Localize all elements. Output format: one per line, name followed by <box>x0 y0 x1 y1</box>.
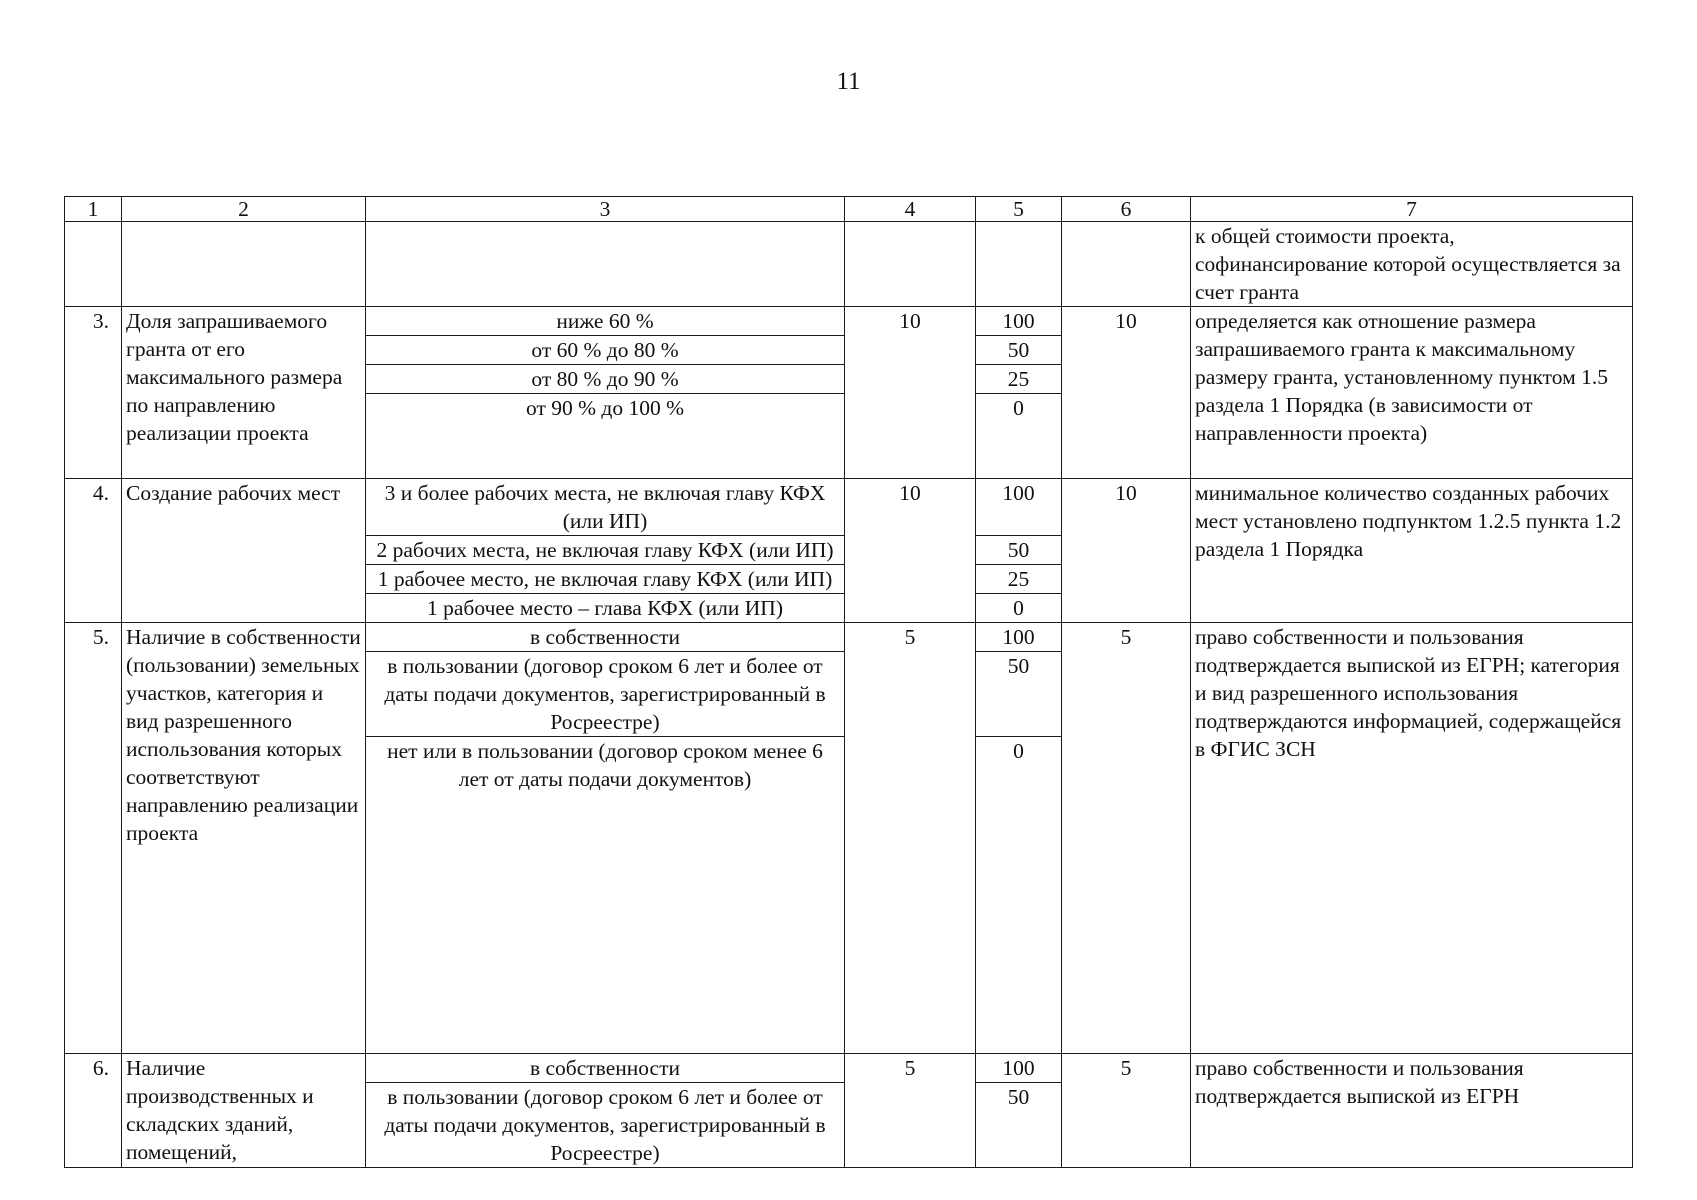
option-label: ниже 60 % <box>366 307 845 336</box>
option-label: в пользовании (договор сроком 6 лет и более от даты подачи документов, зарегистрированный в Росреестре) <box>366 652 845 737</box>
option-points: 50 <box>976 336 1062 365</box>
option-label: от 90 % до 100 % <box>366 394 845 479</box>
max-value: 10 <box>845 307 976 479</box>
table-row <box>65 479 1633 536</box>
option-points: 0 <box>976 594 1062 623</box>
row-note: право собственности и пользования подтверждается выпиской из ЕГРН; категория и вид разрешенного использования подтверждаются информацией, содержащейся в ФГИС ЗСН <box>1191 623 1633 1054</box>
option-points: 100 <box>976 307 1062 336</box>
row-number: 4. <box>65 479 122 623</box>
criterion-text: Наличие производственных и складских зданий, помещений, <box>122 1054 366 1168</box>
option-label: от 80 % до 90 % <box>366 365 845 394</box>
option-label: 2 рабочих места, не включая главу КФХ (или ИП) <box>366 536 845 565</box>
option-points: 100 <box>976 1054 1062 1083</box>
header-cell: 4 <box>845 197 976 222</box>
option-label: 3 и более рабочих места, не включая главу КФХ (или ИП) <box>366 479 845 536</box>
header-cell: 1 <box>65 197 122 222</box>
header-cell: 7 <box>1191 197 1633 222</box>
criterion-text: Наличие в собственности (пользовании) земельных участков, категория и вид разрешенного использования которых соответствуют направлению реализации проекта <box>122 623 366 1054</box>
table-row <box>65 1054 1633 1083</box>
criterion-text: Создание рабочих мест <box>122 479 366 623</box>
option-points: 50 <box>976 652 1062 737</box>
criterion-text: Доля запрашиваемого гранта от его максимального размера по направлению реализации проекта <box>122 307 366 479</box>
page-number: 11 <box>836 68 861 95</box>
max-value: 5 <box>845 1054 976 1168</box>
option-points: 100 <box>976 479 1062 536</box>
option-points: 25 <box>976 365 1062 394</box>
option-points: 0 <box>976 394 1062 479</box>
option-label: 1 рабочее место – глава КФХ (или ИП) <box>366 594 845 623</box>
max-value: 5 <box>845 623 976 1054</box>
continuation-row <box>65 222 1633 307</box>
option-points: 50 <box>976 536 1062 565</box>
weight-value: 10 <box>1062 307 1191 479</box>
weight-value: 5 <box>1062 1054 1191 1168</box>
continuation-note: к общей стоимости проекта, софинансирование которой осуществляется за счет гранта <box>1191 222 1633 307</box>
option-label: в собственности <box>366 1054 845 1083</box>
option-label: нет или в пользовании (договор сроком менее 6 лет от даты подачи документов) <box>366 737 845 1054</box>
table-row <box>65 307 1633 336</box>
option-label: 1 рабочее место, не включая главу КФХ (или ИП) <box>366 565 845 594</box>
row-number: 5. <box>65 623 122 1054</box>
header-cell: 3 <box>366 197 845 222</box>
header-cell: 2 <box>122 197 366 222</box>
row-note: минимальное количество созданных рабочих мест установлено подпунктом 1.2.5 пункта 1.2 раздела 1 Порядка <box>1191 479 1633 623</box>
option-points: 50 <box>976 1083 1062 1168</box>
option-points: 100 <box>976 623 1062 652</box>
row-note: определяется как отношение размера запрашиваемого гранта к максимальному размеру гранта, установленному пунктом 1.5 раздела 1 Порядка (в зависимости от направленности проекта) <box>1191 307 1633 479</box>
option-points: 0 <box>976 737 1062 1054</box>
max-value: 10 <box>845 479 976 623</box>
header-cell: 5 <box>976 197 1062 222</box>
row-note: право собственности и пользования подтверждается выпиской из ЕГРН <box>1191 1054 1633 1168</box>
weight-value: 10 <box>1062 479 1191 623</box>
row-number: 6. <box>65 1054 122 1168</box>
option-label: в пользовании (договор сроком 6 лет и более от даты подачи документов, зарегистрированный в Росреестре) <box>366 1083 845 1168</box>
option-label: от 60 % до 80 % <box>366 336 845 365</box>
table-row <box>65 623 1633 652</box>
criteria-table <box>64 196 1633 1168</box>
row-number: 3. <box>65 307 122 479</box>
header-cell: 6 <box>1062 197 1191 222</box>
weight-value: 5 <box>1062 623 1191 1054</box>
option-label: в собственности <box>366 623 845 652</box>
option-points: 25 <box>976 565 1062 594</box>
header-row <box>65 197 1633 222</box>
